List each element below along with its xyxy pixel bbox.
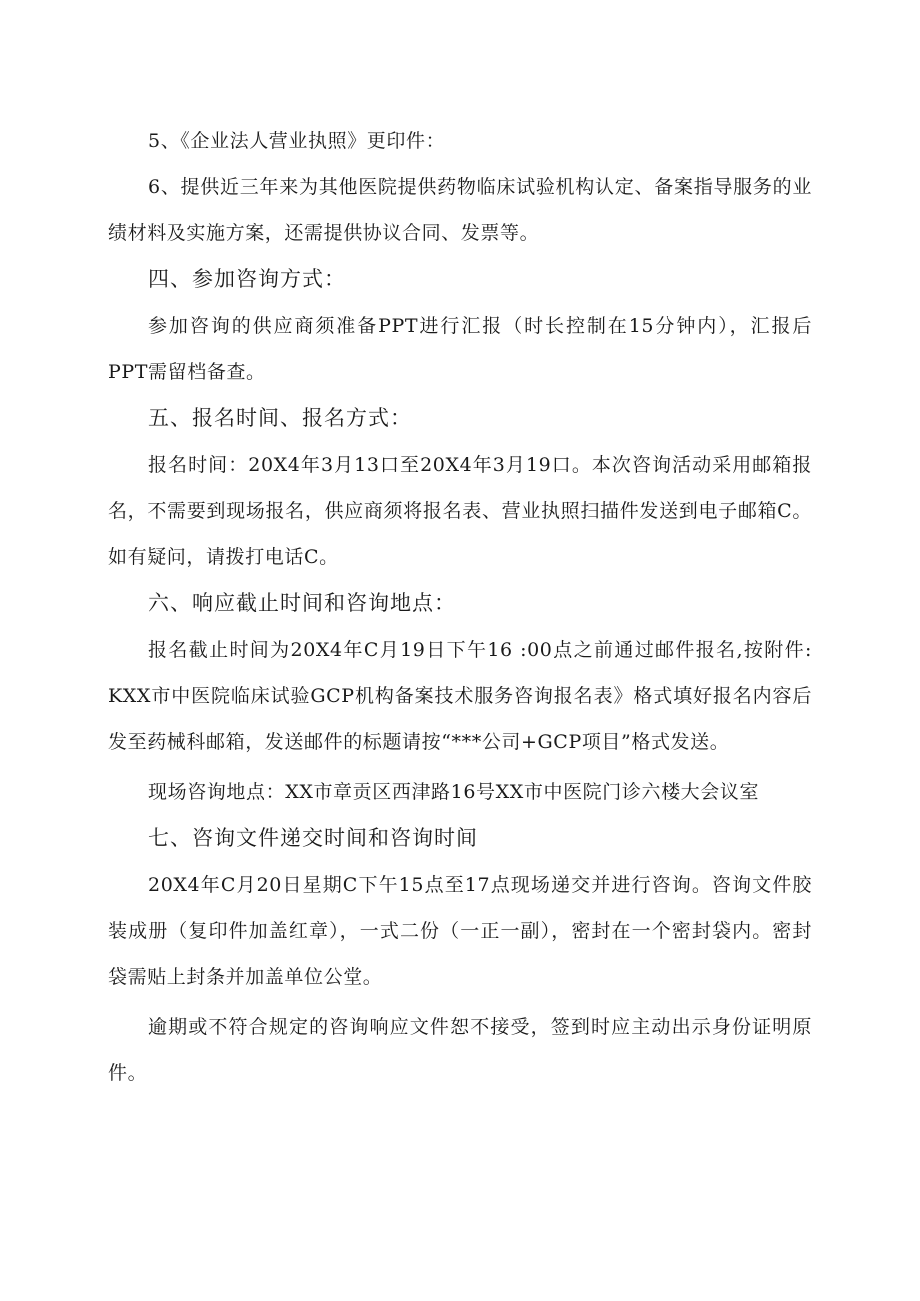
document-body <box>108 118 812 1096</box>
deadline-text: 报名截止时间为20X4年C月19日下午16 :00点之前通过邮件报名,按附件: KXX市中医院临床试验GCP机构备案技术服务咨询报名表》格式填好报名内容后发至药械科邮箱，发送邮件的标题请按“***公司+GCP项目”格式发送。 <box>108 639 812 753</box>
section-heading-consultation-method: 四、参加咨询方式： <box>148 267 346 291</box>
late-submission-text: 逾期或不符合规定的咨询响应文件恕不接受，签到时应主动出示身份证明原件。 <box>108 1016 812 1084</box>
submission-text: 20X4年C月20日星期C下午15点至17点现场递交并进行咨询。咨询文件胶装成册（复印件加盖红章），一式二份（一正一副），密封在一个密封袋内。密封袋需贴上封条并加盖单位公堂。 <box>108 874 812 988</box>
venue-text: 现场咨询地点：XX市章贡区西津路16号XX市中医院门诊六楼大会议室 <box>148 781 760 803</box>
section-heading-submission-time: 七、咨询文件递交时间和咨询时间 <box>148 826 478 850</box>
registration-text: 报名时间：20X4年3月13口至20X4年3月19口。本次咨询活动采用邮箱报名，不需要到现场报名，供应商须将报名表、营业执照扫描件发送到电子邮箱C。如有疑问，请拨打电话C。 <box>108 454 812 568</box>
item-5-business-license: 5、《企业法人营业执照》更印件： <box>148 130 446 152</box>
consultation-method-text: 参加咨询的供应商须准备PPT进行汇报（时长控制在15分钟内），汇报后PPT需留档备查。 <box>108 315 812 383</box>
item-6-performance-materials: 6、提供近三年来为其他医院提供药物临床试验机构认定、备案指导服务的业绩材料及实施方案，还需提供协议合同、发票等。 <box>108 176 812 244</box>
section-heading-registration: 五、报名时间、报名方式： <box>148 406 412 430</box>
section-heading-deadline-location: 六、响应截止时间和咨询地点： <box>148 591 456 615</box>
